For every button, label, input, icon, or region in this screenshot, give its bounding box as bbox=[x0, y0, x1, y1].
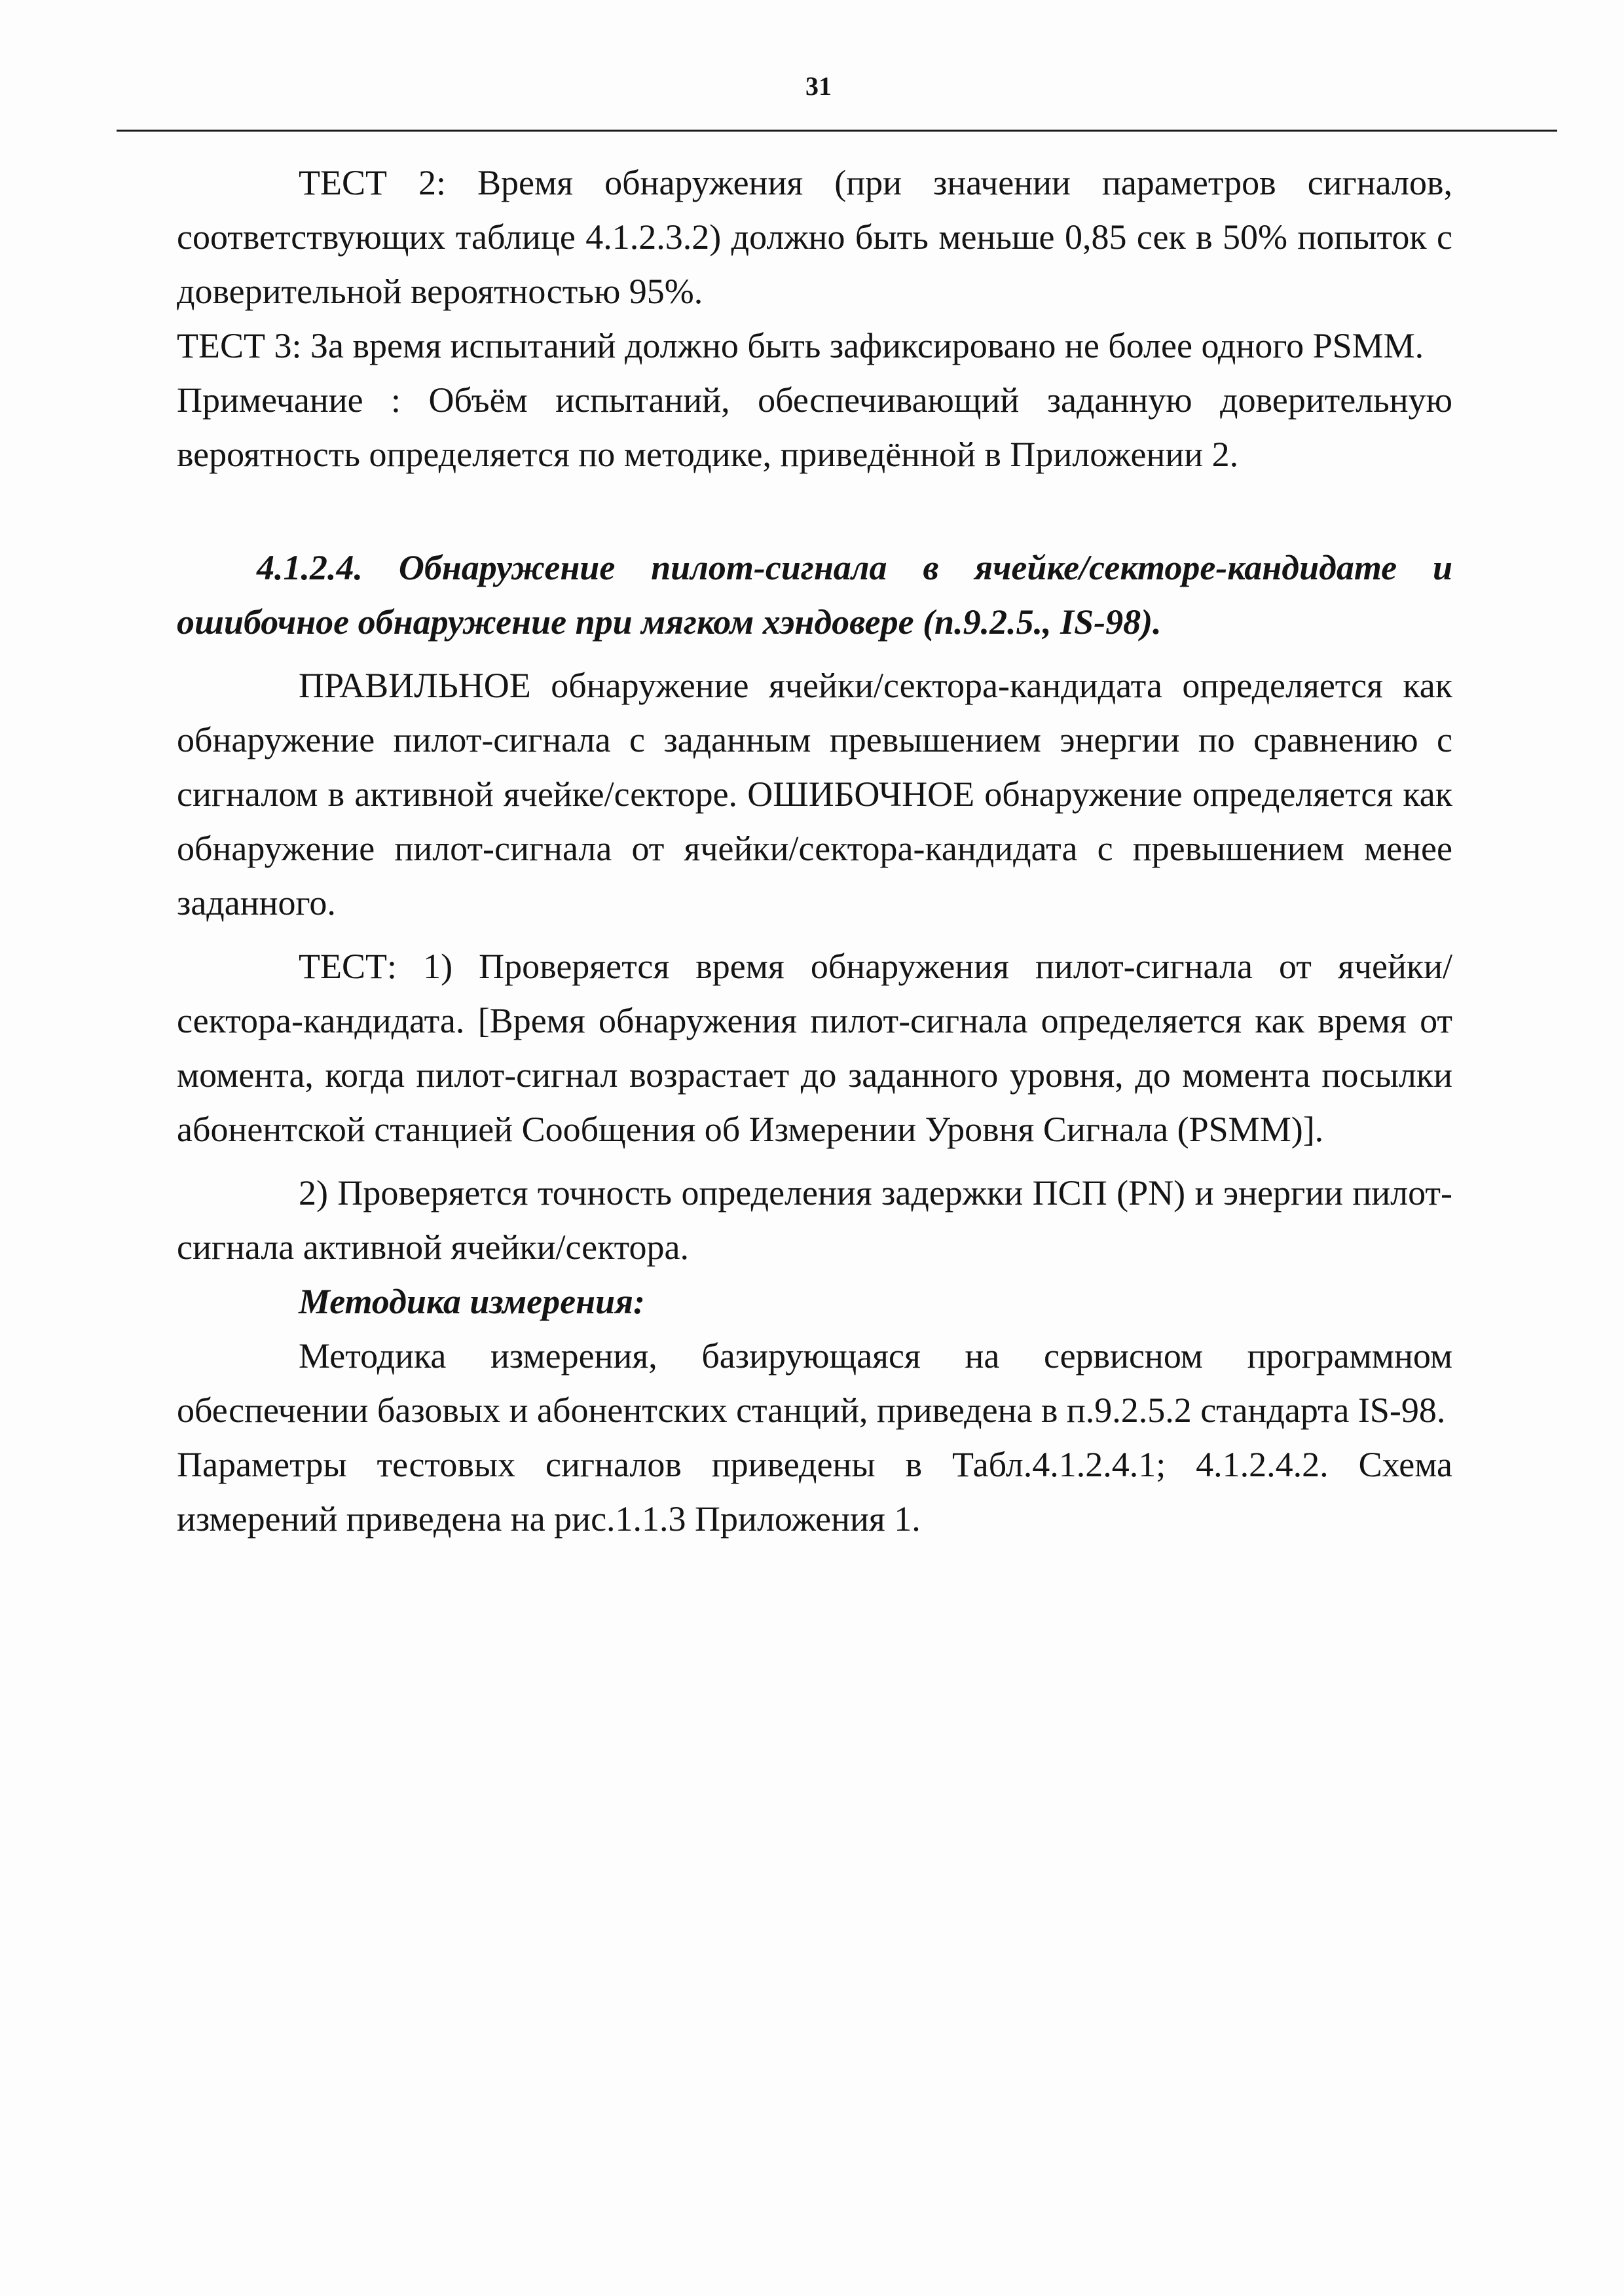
page-body bbox=[177, 156, 1452, 1546]
paragraph-test-2-check: 2) Проверяется точность определения задержки ПСП (PN) и энергии пилот-сигнала активной ячейки/сектора. bbox=[177, 1173, 1452, 1267]
section-heading: 4.1.2.4. Обнаружение пилот-сигнала в ячейке/секторе-кандидате и ошибочное обнаружение при мягком хэндовере (п.9.2.5., IS-98). bbox=[177, 548, 1452, 642]
paragraph-definition: ПРАВИЛЬНОЕ обнаружение ячейки/сектора-кандидата определяется как обнаружение пилот-сигнала с заданным превышением энергии по сравнению с сигналом в активной ячейке/секторе. ОШИБОЧНОЕ обнаружение определяется как обнаружение пилот-сигнала от ячейки/сектора-кандидата с превышением менее заданного. bbox=[177, 666, 1452, 922]
paragraph-note: Примечание : Объём испытаний, обеспечивающий заданную доверительную вероятность определяется по методике, приведённой в Приложении 2. bbox=[177, 380, 1452, 474]
paragraph-test-1: ТЕСТ: 1) Проверяется время обнаружения пилот-сигнала от ячейки/сектора-кандидата. [Время обнаружения пилот-сигнала определяется как время от момента, когда пилот-сигнал возрастает до заданного уровня, до момента посылки абонентской станцией Сообщения об Измерении Уровня Сигнала (PSMM)]. bbox=[177, 947, 1452, 1149]
paragraph-method: Методика измерения, базирующаяся на сервисном программном обеспечении базовых и абонентских станций, приведена в п.9.2.5.2 стандарта IS-98. bbox=[177, 1336, 1452, 1430]
page-number: 31 bbox=[805, 71, 832, 101]
header-divider bbox=[117, 130, 1557, 132]
paragraph-test-2: ТЕСТ 2: Время обнаружения (при значении параметров сигналов, соответствующих таблице 4.1.2.3.2) должно быть меньше 0,85 сек в 50% попыток с доверительной вероятностью 95%. bbox=[177, 163, 1452, 311]
method-title: Методика измерения: bbox=[299, 1282, 645, 1321]
paragraph-params: Параметры тестовых сигналов приведены в Табл.4.1.2.4.1; 4.1.2.4.2. Схема измерений приведена на рис.1.1.3 Приложения 1. bbox=[177, 1445, 1452, 1539]
paragraph-test-3: ТЕСТ 3: За время испытаний должно быть зафиксировано не более одного PSMM. bbox=[177, 326, 1424, 365]
